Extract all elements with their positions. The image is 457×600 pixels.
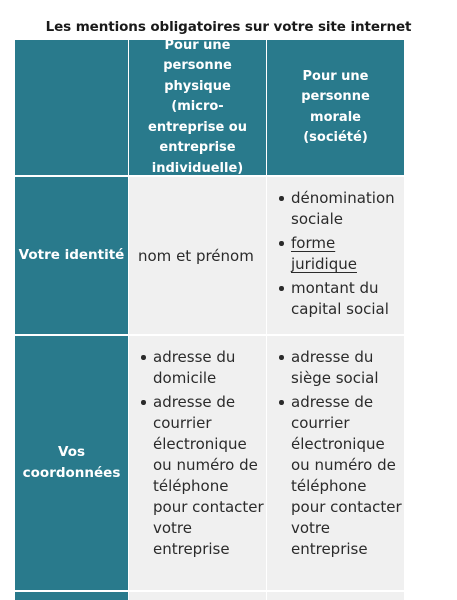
cell-identite-physique [129, 177, 266, 334]
coordonnees-morale-list [276, 347, 404, 560]
coordonnees-physique-list [138, 347, 266, 560]
cell-coordonnees-morale [267, 336, 404, 590]
cell-next-physique [129, 592, 266, 600]
identite-physique-text: nom et prénom [138, 246, 254, 265]
row-label-coordonnees-text: Vos coordonnées [22, 444, 121, 481]
row-label-next [15, 592, 128, 600]
list-item: montant du capital social [276, 278, 404, 320]
cell-coordonnees-physique [129, 336, 266, 590]
list-item: adresse du domicile [138, 347, 266, 389]
row-label-coordonnees [15, 336, 128, 590]
header-personne-physique [129, 37, 266, 176]
list-item: adresse de courrier électronique ou numéro de téléphone pour contacter votre entreprise [138, 392, 266, 560]
forme-juridique-link[interactable]: forme juridique [291, 234, 357, 273]
row-label-identite-text: Votre identité [18, 247, 125, 263]
list-item-forme-juridique[interactable] [276, 233, 404, 275]
list-item: adresse du siège social [276, 347, 404, 389]
row-label-identite [15, 177, 128, 334]
identite-morale-list [276, 188, 404, 320]
cell-next-morale [267, 592, 404, 600]
header-personne-physique-text: Pour une personne physique (micro- entreprise ou entreprise individuelle) [148, 37, 247, 176]
cell-identite-morale [267, 177, 404, 334]
list-item: dénomination sociale [276, 188, 404, 230]
page-title: Les mentions obligatoires sur votre site internet [45, 19, 412, 35]
header-personne-morale [267, 40, 404, 175]
header-corner-cell [15, 40, 128, 175]
header-personne-morale-text: Pour une personne morale (société) [301, 68, 370, 145]
mentions-table [15, 37, 404, 600]
list-item: adresse de courrier électronique ou numéro de téléphone pour contacter votre entreprise [276, 392, 404, 560]
